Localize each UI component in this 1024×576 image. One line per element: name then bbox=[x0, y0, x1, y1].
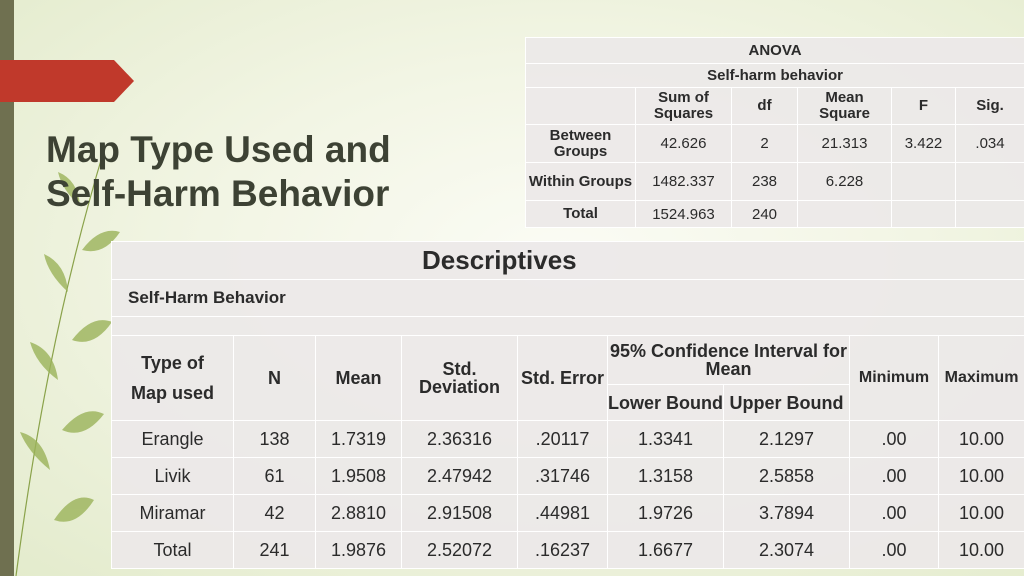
anova-row-total bbox=[526, 201, 1024, 228]
table-row bbox=[112, 495, 1024, 532]
anova-cell-sig bbox=[956, 163, 1024, 201]
desc-cell-lower: 1.9726 bbox=[608, 495, 724, 532]
desc-header-mean: Mean bbox=[316, 336, 402, 421]
leaf-decoration-icon bbox=[14, 0, 124, 576]
desc-cell-min: .00 bbox=[850, 532, 939, 569]
anova-cell-ss: 1482.337 bbox=[636, 163, 732, 201]
desc-header-std-error: Std. Error bbox=[518, 336, 608, 421]
desc-cell-sd: 2.91508 bbox=[402, 495, 518, 532]
anova-table bbox=[525, 37, 1024, 228]
anova-cell-ms: 6.228 bbox=[798, 163, 892, 201]
slide-title-line-1: Map Type Used and bbox=[46, 129, 391, 170]
anova-cell-ms: 21.313 bbox=[798, 125, 892, 163]
desc-header-std-deviation: Std. Deviation bbox=[402, 336, 518, 421]
descriptives-table bbox=[111, 241, 1024, 569]
desc-cell-lower: 1.3158 bbox=[608, 458, 724, 495]
table-row bbox=[112, 532, 1024, 569]
anova-cell-f bbox=[892, 201, 956, 228]
anova-title: ANOVA bbox=[526, 38, 1024, 64]
anova-row-label: Within Groups bbox=[526, 163, 636, 201]
desc-header-type bbox=[112, 336, 234, 421]
desc-cell-sd: 2.47942 bbox=[402, 458, 518, 495]
desc-cell-se: .16237 bbox=[518, 532, 608, 569]
desc-cell-mean: 1.7319 bbox=[316, 421, 402, 458]
anova-subtitle: Self-harm behavior bbox=[526, 64, 1024, 88]
anova-cell-df: 240 bbox=[732, 201, 798, 228]
desc-cell-mean: 2.8810 bbox=[316, 495, 402, 532]
anova-header-df: df bbox=[732, 88, 798, 125]
descriptives-subtitle: Self-Harm Behavior bbox=[112, 280, 1024, 317]
anova-header-f: F bbox=[892, 88, 956, 125]
desc-header-type-line-1: Type of bbox=[141, 353, 204, 373]
desc-header-type-line-2: Map used bbox=[130, 383, 214, 403]
anova-corner-cell bbox=[526, 88, 636, 125]
desc-cell-upper: 2.5858 bbox=[724, 458, 850, 495]
slide-title-line-2: Self-Harm Behavior bbox=[46, 173, 390, 214]
anova-cell-sig bbox=[956, 201, 1024, 228]
anova-cell-f: 3.422 bbox=[892, 125, 956, 163]
anova-row-between bbox=[526, 125, 1024, 163]
anova-row-within bbox=[526, 163, 1024, 201]
table-row bbox=[112, 458, 1024, 495]
anova-cell-ss: 1524.963 bbox=[636, 201, 732, 228]
desc-cell-min: .00 bbox=[850, 495, 939, 532]
desc-cell-n: 241 bbox=[234, 532, 316, 569]
desc-cell-min: .00 bbox=[850, 458, 939, 495]
anova-row-label: Total bbox=[526, 201, 636, 228]
desc-cell-se: .31746 bbox=[518, 458, 608, 495]
desc-cell-max: 10.00 bbox=[939, 458, 1024, 495]
anova-header-mean-square: Mean Square bbox=[798, 88, 892, 125]
desc-cell-upper: 3.7894 bbox=[724, 495, 850, 532]
anova-cell-ms bbox=[798, 201, 892, 228]
desc-cell-sd: 2.52072 bbox=[402, 532, 518, 569]
anova-cell-sig: .034 bbox=[956, 125, 1024, 163]
anova-cell-df: 238 bbox=[732, 163, 798, 201]
desc-cell-upper: 2.1297 bbox=[724, 421, 850, 458]
descriptives-spacer bbox=[112, 317, 1024, 336]
desc-cell-sd: 2.36316 bbox=[402, 421, 518, 458]
desc-header-upper-bound: Upper Bound bbox=[724, 385, 850, 421]
table-row bbox=[112, 421, 1024, 458]
slide-title bbox=[46, 128, 466, 216]
anova-cell-f bbox=[892, 163, 956, 201]
desc-cell-min: .00 bbox=[850, 421, 939, 458]
descriptives-title: Descriptives bbox=[112, 242, 1024, 280]
desc-cell-upper: 2.3074 bbox=[724, 532, 850, 569]
desc-cell-mean: 1.9508 bbox=[316, 458, 402, 495]
anova-row-label: Between Groups bbox=[526, 125, 636, 163]
anova-cell-df: 2 bbox=[732, 125, 798, 163]
desc-cell-n: 42 bbox=[234, 495, 316, 532]
desc-cell-n: 61 bbox=[234, 458, 316, 495]
desc-cell-lower: 1.6677 bbox=[608, 532, 724, 569]
desc-header-maximum: Maximum bbox=[939, 336, 1024, 421]
desc-cell-mean: 1.9876 bbox=[316, 532, 402, 569]
anova-cell-ss: 42.626 bbox=[636, 125, 732, 163]
desc-header-lower-bound: Lower Bound bbox=[608, 385, 724, 421]
desc-cell-se: .44981 bbox=[518, 495, 608, 532]
desc-cell-se: .20117 bbox=[518, 421, 608, 458]
desc-header-confidence-interval: 95% Confidence Interval for Mean bbox=[608, 336, 850, 385]
desc-cell-type: Total bbox=[112, 532, 234, 569]
desc-header-minimum: Minimum bbox=[850, 336, 939, 421]
desc-cell-lower: 1.3341 bbox=[608, 421, 724, 458]
desc-cell-max: 10.00 bbox=[939, 532, 1024, 569]
desc-cell-max: 10.00 bbox=[939, 421, 1024, 458]
desc-cell-type: Erangle bbox=[112, 421, 234, 458]
desc-cell-type: Miramar bbox=[112, 495, 234, 532]
anova-header-sum-of-squares: Sum of Squares bbox=[636, 88, 732, 125]
desc-header-n: N bbox=[234, 336, 316, 421]
anova-header-sig: Sig. bbox=[956, 88, 1024, 125]
desc-cell-max: 10.00 bbox=[939, 495, 1024, 532]
desc-cell-type: Livik bbox=[112, 458, 234, 495]
desc-cell-n: 138 bbox=[234, 421, 316, 458]
